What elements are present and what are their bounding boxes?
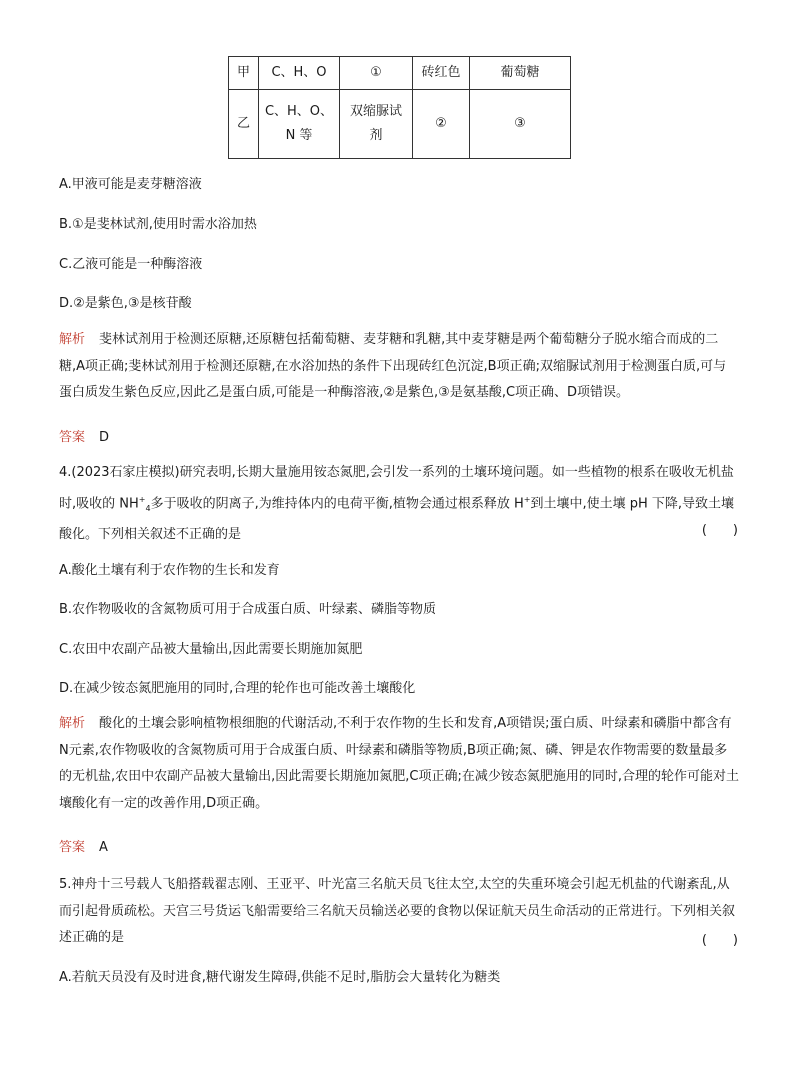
q4-stem-part-a: 4.(2023石家庄模拟)研究表明,长期大量施用铵态氮肥,会引发一系列的土壤环境问题。如一些植物的根系在吸收无机盐时,吸收的 NH: [59, 465, 734, 511]
q5-stem: 5.神舟十三号载人飞船搭载翟志刚、王亚平、叶光富三名航天员飞往太空,太空的失重环境会引起无机盐的代谢紊乱,从而引起骨质疏松。天宫三号货运飞船需要给三名航天员输送必要的食物以保证航天员生命活动的正常进行。下列相关叙述正确的是: [59, 877, 736, 945]
elements-line-2: N 等: [285, 128, 313, 143]
q4-stem: [59, 460, 739, 548]
q3-answer: [59, 426, 109, 445]
analysis-label: 解析: [59, 716, 86, 731]
reagent-line-2: 剂: [369, 128, 383, 143]
ion-subscript: 4: [145, 503, 151, 513]
ion-charge: +: [138, 494, 146, 504]
q5-option-a: A.若航天员没有及时进食,糖代谢发生障碍,供能不足时,脂肪会大量转化为糖类: [59, 970, 501, 985]
row-elements: [259, 90, 340, 159]
h-charge: +: [523, 494, 531, 504]
q4-stem-part-b: 多于吸收的阴离子,为维持体内的电荷平衡,植物会通过根系释放 H: [150, 495, 524, 511]
q4-option-d: D.在减少铵态氮肥施用的同时,合理的轮作也可能改善土壤酸化: [59, 681, 416, 696]
answer-value: A: [99, 840, 108, 855]
q3-option-b: B.①是斐林试剂,使用时需水浴加热: [59, 217, 257, 232]
row-elements: C、H、O: [259, 57, 340, 90]
elements-line-1: C、H、O、: [264, 104, 334, 119]
q3-option-a: A.甲液可能是麦芽糖溶液: [59, 177, 202, 192]
row-color: 砖红色: [413, 57, 470, 90]
answer-bracket: ( ): [701, 523, 738, 538]
reagent-line-1: 双缩脲试: [349, 104, 402, 119]
answer-bracket: ( ): [701, 933, 738, 948]
row-name: 乙: [229, 90, 259, 159]
q4-analysis: [59, 711, 739, 817]
analysis-text: 斐林试剂用于检测还原糖,还原糖包括葡萄糖、麦芽糖和乳糖,其中麦芽糖是两个葡萄糖分子脱水缩合而成的二糖,A项正确;斐林试剂用于检测还原糖,在水浴加热的条件下出现砖红色沉淀,B项正确;双缩脲试剂用于检测蛋白质,可与蛋白质发生紫色反应,因此乙是蛋白质,可能是一种酶溶液,②是紫色,③是氨基酸,C项正确、D项错误。: [59, 332, 727, 400]
row-color: ②: [413, 90, 470, 159]
q4-option-a: A.酸化土壤有利于农作物的生长和发育: [59, 563, 280, 578]
row-product: 葡萄糖: [470, 57, 571, 90]
q4-answer: [59, 836, 108, 855]
row-name: 甲: [229, 57, 259, 90]
analysis-label: 解析: [59, 332, 86, 347]
q3-option-c: C.乙液可能是一种酶溶液: [59, 257, 203, 272]
answer-label: 答案: [59, 840, 86, 855]
answer-label: 答案: [59, 430, 86, 445]
table-row: [229, 90, 571, 159]
answer-value: D: [99, 430, 110, 445]
q3-analysis: [59, 327, 739, 407]
q4-option-b: B.农作物吸收的含氮物质可用于合成蛋白质、叶绿素、磷脂等物质: [59, 602, 437, 617]
table-row: [229, 57, 571, 90]
row-product: ③: [470, 90, 571, 159]
q4-stem-part-c: 到土壤中,使土壤 pH 下降,导致土壤酸化。下列相关叙述不正确的是: [59, 495, 735, 542]
q3-option-d: D.②是紫色,③是核苷酸: [59, 296, 192, 311]
row-reagent: ①: [340, 57, 413, 90]
analysis-text: 酸化的土壤会影响植物根细胞的代谢活动,不利于农作物的生长和发育,A项错误;蛋白质、叶绿素和磷脂中都含有N元素,农作物吸收的含氮物质可用于合成蛋白质、叶绿素和磷脂等物质,B项正确;氮、磷、钾是农作物需要的数量最多的无机盐,农田中农副产品被大量输出,因此需要长期施加氮肥,C项正确;在减少铵态氮肥施用的同时,合理的轮作可能对土壤酸化有一定的改善作用,D项正确。: [59, 716, 739, 811]
q4-option-c: C.农田中农副产品被大量输出,因此需要长期施加氮肥: [59, 642, 363, 657]
reagent-table: [228, 56, 571, 159]
row-reagent: [340, 90, 413, 159]
